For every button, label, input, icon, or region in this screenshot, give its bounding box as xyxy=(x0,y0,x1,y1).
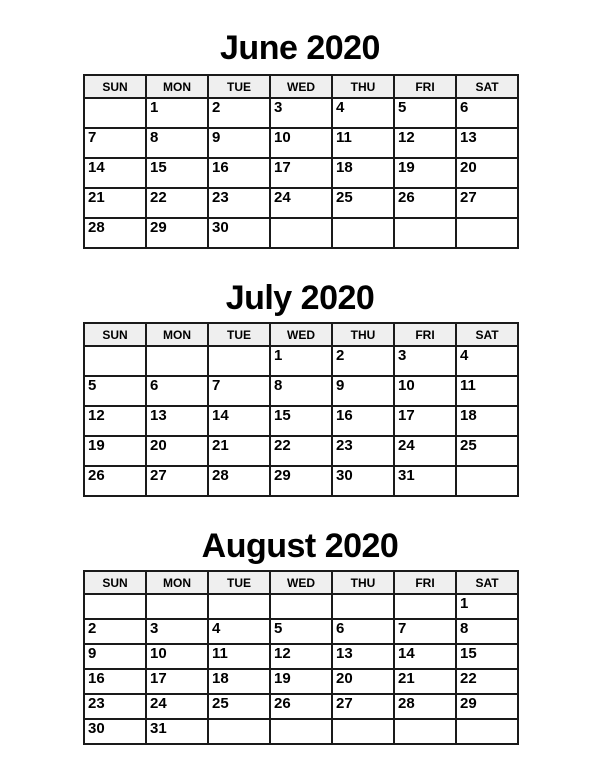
weekday-thu: THU xyxy=(332,571,394,594)
day-cell: 22 xyxy=(270,436,332,466)
day-cell: 4 xyxy=(208,619,270,644)
day-cell xyxy=(146,594,208,619)
day-cell: 3 xyxy=(270,98,332,128)
day-cell xyxy=(332,218,394,248)
weekday-mon: MON xyxy=(146,75,208,98)
day-cell: 23 xyxy=(84,694,146,719)
day-cell: 28 xyxy=(84,218,146,248)
week-row xyxy=(84,594,518,619)
week-row xyxy=(84,406,518,436)
day-cell: 9 xyxy=(332,376,394,406)
day-cell: 15 xyxy=(456,644,518,669)
day-cell: 24 xyxy=(394,436,456,466)
day-cell: 31 xyxy=(394,466,456,496)
day-cell: 29 xyxy=(270,466,332,496)
day-cell xyxy=(456,466,518,496)
day-cell xyxy=(208,719,270,744)
day-cell: 14 xyxy=(208,406,270,436)
week-row xyxy=(84,619,518,644)
day-cell: 10 xyxy=(394,376,456,406)
day-cell: 11 xyxy=(208,644,270,669)
day-cell: 10 xyxy=(270,128,332,158)
day-cell: 4 xyxy=(332,98,394,128)
weekday-sat: SAT xyxy=(456,571,518,594)
weekday-sat: SAT xyxy=(456,323,518,346)
day-cell: 27 xyxy=(456,188,518,218)
day-cell: 21 xyxy=(394,669,456,694)
day-cell: 25 xyxy=(456,436,518,466)
day-cell: 25 xyxy=(332,188,394,218)
day-cell xyxy=(146,346,208,376)
day-cell: 22 xyxy=(456,669,518,694)
day-cell: 25 xyxy=(208,694,270,719)
day-cell xyxy=(394,719,456,744)
day-cell: 2 xyxy=(208,98,270,128)
day-cell: 19 xyxy=(270,669,332,694)
day-cell: 8 xyxy=(270,376,332,406)
weekday-tue: TUE xyxy=(208,323,270,346)
weekday-sun: SUN xyxy=(84,75,146,98)
weekday-sat: SAT xyxy=(456,75,518,98)
weekday-mon: MON xyxy=(146,571,208,594)
weekday-header-row xyxy=(84,323,518,346)
day-cell: 8 xyxy=(456,619,518,644)
day-cell: 5 xyxy=(394,98,456,128)
day-cell: 12 xyxy=(270,644,332,669)
week-row xyxy=(84,128,518,158)
weekday-thu: THU xyxy=(332,75,394,98)
day-cell: 2 xyxy=(332,346,394,376)
weekday-mon: MON xyxy=(146,323,208,346)
weekday-tue: TUE xyxy=(208,571,270,594)
week-row xyxy=(84,669,518,694)
day-cell: 18 xyxy=(332,158,394,188)
day-cell: 24 xyxy=(270,188,332,218)
day-cell: 2 xyxy=(84,619,146,644)
day-cell: 15 xyxy=(146,158,208,188)
day-cell: 14 xyxy=(84,158,146,188)
day-cell: 13 xyxy=(456,128,518,158)
day-cell: 30 xyxy=(332,466,394,496)
day-cell: 22 xyxy=(146,188,208,218)
week-row xyxy=(84,644,518,669)
weekday-fri: FRI xyxy=(394,323,456,346)
day-cell xyxy=(456,218,518,248)
day-cell: 26 xyxy=(270,694,332,719)
day-cell: 13 xyxy=(146,406,208,436)
day-cell: 15 xyxy=(270,406,332,436)
day-cell: 19 xyxy=(84,436,146,466)
day-cell: 1 xyxy=(146,98,208,128)
day-cell: 26 xyxy=(394,188,456,218)
day-cell: 5 xyxy=(84,376,146,406)
day-cell: 17 xyxy=(270,158,332,188)
day-cell: 23 xyxy=(332,436,394,466)
day-cell: 17 xyxy=(146,669,208,694)
week-row xyxy=(84,158,518,188)
week-row xyxy=(84,188,518,218)
weekday-sun: SUN xyxy=(84,571,146,594)
day-cell: 31 xyxy=(146,719,208,744)
day-cell xyxy=(456,719,518,744)
week-row xyxy=(84,694,518,719)
day-cell: 16 xyxy=(332,406,394,436)
calendar-july xyxy=(83,322,519,497)
month-title-june: June 2020 xyxy=(220,29,380,67)
day-cell: 6 xyxy=(456,98,518,128)
weekday-fri: FRI xyxy=(394,75,456,98)
weekday-wed: WED xyxy=(270,323,332,346)
day-cell xyxy=(84,98,146,128)
day-cell xyxy=(84,594,146,619)
day-cell: 28 xyxy=(394,694,456,719)
day-cell: 9 xyxy=(208,128,270,158)
day-cell: 24 xyxy=(146,694,208,719)
day-cell: 27 xyxy=(146,466,208,496)
day-cell: 8 xyxy=(146,128,208,158)
weekday-thu: THU xyxy=(332,323,394,346)
day-cell: 18 xyxy=(456,406,518,436)
day-cell: 12 xyxy=(394,128,456,158)
day-cell: 29 xyxy=(456,694,518,719)
day-cell: 7 xyxy=(394,619,456,644)
day-cell: 21 xyxy=(84,188,146,218)
day-cell: 9 xyxy=(84,644,146,669)
day-cell: 6 xyxy=(146,376,208,406)
day-cell xyxy=(394,218,456,248)
day-cell xyxy=(84,346,146,376)
day-cell: 26 xyxy=(84,466,146,496)
day-cell: 20 xyxy=(456,158,518,188)
day-cell: 17 xyxy=(394,406,456,436)
day-cell: 7 xyxy=(208,376,270,406)
day-cell: 11 xyxy=(456,376,518,406)
day-cell: 16 xyxy=(208,158,270,188)
day-cell xyxy=(270,719,332,744)
day-cell: 1 xyxy=(456,594,518,619)
weekday-header-row xyxy=(84,571,518,594)
day-cell: 12 xyxy=(84,406,146,436)
calendar-august xyxy=(83,570,519,745)
week-row xyxy=(84,218,518,248)
day-cell: 1 xyxy=(270,346,332,376)
day-cell: 16 xyxy=(84,669,146,694)
day-cell: 10 xyxy=(146,644,208,669)
day-cell: 3 xyxy=(394,346,456,376)
day-cell: 20 xyxy=(146,436,208,466)
weekday-fri: FRI xyxy=(394,571,456,594)
week-row xyxy=(84,346,518,376)
weekday-wed: WED xyxy=(270,75,332,98)
day-cell: 28 xyxy=(208,466,270,496)
week-row xyxy=(84,98,518,128)
month-title-august: August 2020 xyxy=(201,527,399,565)
day-cell: 4 xyxy=(456,346,518,376)
day-cell: 27 xyxy=(332,694,394,719)
week-row xyxy=(84,466,518,496)
day-cell: 19 xyxy=(394,158,456,188)
day-cell: 3 xyxy=(146,619,208,644)
day-cell xyxy=(394,594,456,619)
day-cell: 18 xyxy=(208,669,270,694)
day-cell: 14 xyxy=(394,644,456,669)
day-cell: 13 xyxy=(332,644,394,669)
day-cell xyxy=(332,594,394,619)
weekday-header-row xyxy=(84,75,518,98)
day-cell xyxy=(270,218,332,248)
day-cell: 29 xyxy=(146,218,208,248)
day-cell: 30 xyxy=(208,218,270,248)
day-cell xyxy=(208,594,270,619)
day-cell: 7 xyxy=(84,128,146,158)
weekday-wed: WED xyxy=(270,571,332,594)
day-cell: 30 xyxy=(84,719,146,744)
day-cell: 5 xyxy=(270,619,332,644)
month-title-july: July 2020 xyxy=(225,279,375,317)
day-cell: 23 xyxy=(208,188,270,218)
day-cell: 6 xyxy=(332,619,394,644)
day-cell: 11 xyxy=(332,128,394,158)
week-row xyxy=(84,719,518,744)
day-cell: 21 xyxy=(208,436,270,466)
week-row xyxy=(84,436,518,466)
day-cell xyxy=(270,594,332,619)
calendar-june xyxy=(83,74,519,249)
day-cell: 20 xyxy=(332,669,394,694)
day-cell xyxy=(208,346,270,376)
week-row xyxy=(84,376,518,406)
day-cell xyxy=(332,719,394,744)
weekday-tue: TUE xyxy=(208,75,270,98)
weekday-sun: SUN xyxy=(84,323,146,346)
